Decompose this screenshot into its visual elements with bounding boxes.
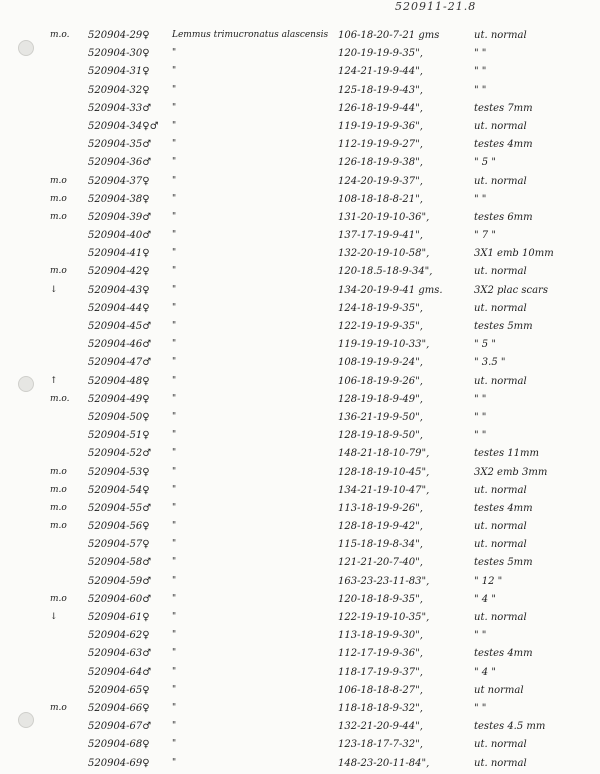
measurements: 113-18-19-9-30", [338, 630, 423, 642]
notes: testes 5mm [474, 321, 533, 332]
specimen-row [0, 592, 600, 610]
notes: ut. normal [474, 521, 527, 533]
species-name: " [172, 630, 177, 641]
specimen-number: 520904-50♀ [88, 411, 150, 423]
specimen-number: 520904-59♂ [88, 575, 152, 587]
species-name: " [172, 66, 177, 77]
species-name: " [172, 302, 177, 313]
specimen-row [0, 264, 600, 282]
notes: ut. normal [474, 175, 527, 187]
specimen-number: 520904-33♂ [88, 102, 152, 114]
specimen-number: 520904-53♀ [88, 466, 150, 478]
measurements: 131-20-19-10-36", [338, 211, 430, 223]
specimen-number: 520904-56♀ [88, 521, 150, 533]
specimen-number: 520904-69♀ [88, 757, 150, 769]
specimen-number: 520904-58♂ [88, 557, 152, 569]
specimen-row [0, 192, 600, 210]
specimen-row [0, 337, 600, 355]
row-mark: ↑ [50, 375, 58, 386]
measurements: 132-21-20-9-44", [338, 721, 423, 733]
species-name: " [172, 321, 177, 331]
species-name: Lemmus trimucronatus alascensis [172, 30, 329, 40]
specimen-number: 520904-57♀ [88, 539, 150, 551]
specimen-number: 520904-41♀ [88, 248, 150, 260]
specimen-number: 520904-52♂ [88, 448, 152, 460]
notes: " 3.5 " [474, 357, 506, 369]
measurements: 118-18-18-9-32", [338, 702, 423, 714]
measurements: 106-18-18-8-27", [338, 684, 423, 696]
notes: testes 7mm [474, 102, 533, 114]
notes: " " [474, 66, 487, 78]
species-name: " [172, 357, 177, 368]
specimen-row [0, 701, 600, 719]
measurements: 112-19-19-9-27", [338, 139, 423, 151]
species-name: " [172, 339, 177, 350]
notes: " " [474, 702, 487, 714]
specimen-number: 520904-47♂ [88, 357, 152, 369]
specimen-row [0, 64, 600, 82]
notes: 3X1 emb 10mm [474, 248, 554, 260]
specimen-number: 520904-32♀ [88, 84, 150, 96]
measurements: 106-18-19-9-26", [338, 375, 423, 387]
measurements: 134-20-19-9-41 gms. [338, 284, 443, 296]
specimen-row [0, 737, 600, 755]
specimen-row [0, 210, 600, 228]
specimen-row [0, 319, 600, 337]
specimen-row [0, 428, 600, 446]
notes: ut. normal [474, 302, 527, 314]
notes: " 4 " [474, 593, 496, 605]
measurements: 122-19-19-9-35", [338, 321, 423, 332]
specimen-row [0, 101, 600, 119]
specimen-number: 520904-54♀ [88, 484, 150, 496]
measurements: 118-17-19-9-37", [338, 666, 423, 678]
specimen-number: 520904-48♀ [88, 375, 150, 387]
specimen-row [0, 174, 600, 192]
species-name: " [172, 612, 177, 622]
notes: ut. normal [474, 30, 527, 41]
species-name: " [172, 84, 177, 95]
measurements: 128-19-18-9-49", [338, 393, 423, 405]
row-mark: m.o [50, 502, 67, 513]
notes: " " [474, 430, 487, 442]
measurements: 123-18-17-7-32", [338, 739, 423, 751]
specimen-number: 520904-68♀ [88, 739, 150, 751]
specimen-row [0, 392, 600, 410]
specimen-row [0, 756, 600, 774]
row-mark: m.o [50, 175, 67, 186]
measurements: 124-21-19-9-44", [338, 66, 423, 78]
row-mark: m.o. [50, 393, 70, 404]
row-mark: ↓ [50, 284, 58, 295]
measurements: 128-19-18-9-50", [338, 430, 423, 442]
measurements: 108-18-18-8-21", [338, 193, 423, 205]
specimen-number: 520904-46♂ [88, 339, 152, 351]
specimen-number: 520904-31♀ [88, 66, 150, 78]
specimen-row [0, 555, 600, 573]
notes: ut. normal [474, 539, 527, 551]
species-name: " [172, 393, 177, 404]
specimen-row [0, 574, 600, 592]
specimen-list [0, 28, 600, 774]
measurements: 148-23-20-11-84", [338, 757, 430, 769]
notes: ut. normal [474, 120, 527, 132]
specimen-number: 520904-66♀ [88, 702, 150, 714]
row-mark: m.o. [50, 30, 70, 40]
species-name: " [172, 193, 177, 204]
species-name: " [172, 702, 177, 713]
specimen-number: 520904-62♀ [88, 630, 150, 642]
row-mark: m.o [50, 484, 67, 495]
species-name: " [172, 157, 177, 168]
species-name: " [172, 466, 177, 477]
measurements: 124-20-19-9-37", [338, 175, 423, 187]
row-mark: m.o [50, 211, 67, 222]
notes: ut. normal [474, 484, 527, 496]
specimen-row [0, 410, 600, 428]
specimen-number: 520904-30♀ [88, 48, 150, 60]
specimen-row [0, 719, 600, 737]
specimen-row [0, 610, 600, 628]
specimen-row [0, 483, 600, 501]
notes: testes 5mm [474, 557, 533, 569]
measurements: 125-18-19-9-43", [338, 84, 423, 96]
specimen-number: 520904-43♀ [88, 284, 150, 296]
species-name: " [172, 684, 177, 695]
row-mark: m.o [50, 466, 67, 477]
notes: " " [474, 48, 487, 60]
measurements: 119-19-19-10-33", [338, 339, 430, 351]
specimen-row [0, 446, 600, 464]
specimen-row [0, 119, 600, 137]
specimen-number: 520904-40♂ [88, 230, 152, 242]
measurements: 126-18-19-9-44", [338, 102, 423, 114]
specimen-number: 520904-61♀ [88, 612, 150, 623]
specimen-number: 520904-37♀ [88, 175, 150, 187]
specimen-number: 520904-45♂ [88, 321, 152, 332]
notes: " 4 " [474, 666, 496, 678]
species-name: " [172, 120, 177, 131]
specimen-row [0, 374, 600, 392]
measurements: 115-18-19-8-34", [338, 539, 423, 551]
species-name: " [172, 739, 177, 750]
specimen-number: 520904-55♂ [88, 502, 152, 514]
notes: ut normal [474, 684, 524, 696]
species-name: " [172, 411, 177, 422]
measurements: 119-19-19-9-36", [338, 120, 423, 132]
measurements: 148-21-18-10-79", [338, 448, 430, 460]
specimen-row [0, 228, 600, 246]
specimen-number: 520904-29♀ [88, 30, 150, 41]
specimen-row [0, 28, 600, 46]
specimen-row [0, 628, 600, 646]
notes: testes 6mm [474, 211, 533, 223]
measurements: 132-20-19-10-58", [338, 248, 430, 260]
specimen-row [0, 155, 600, 173]
row-mark: m.o [50, 593, 67, 604]
species-name: " [172, 721, 177, 732]
specimen-row [0, 683, 600, 701]
specimen-row [0, 246, 600, 264]
species-name: " [172, 230, 177, 241]
species-name: " [172, 175, 177, 186]
specimen-number: 520904-65♀ [88, 684, 150, 696]
notes: " 5 " [474, 157, 496, 169]
measurements: 113-18-19-9-26", [338, 502, 423, 514]
measurements: 121-21-20-7-40", [338, 557, 423, 569]
species-name: " [172, 248, 177, 259]
species-name: " [172, 557, 177, 568]
specimen-row [0, 646, 600, 664]
specimen-number: 520904-63♂ [88, 648, 152, 660]
notes: testes 4mm [474, 502, 533, 514]
notes: " " [474, 630, 487, 642]
specimen-row [0, 537, 600, 555]
specimen-row [0, 519, 600, 537]
specimen-number: 520904-49♀ [88, 393, 150, 405]
notes: " " [474, 84, 487, 96]
specimen-number: 520904-67♂ [88, 721, 152, 733]
species-name: " [172, 48, 177, 59]
species-name: " [172, 484, 177, 495]
notes: testes 4.5 mm [474, 721, 546, 733]
measurements: 106-18-20-7-21 gms [338, 30, 440, 41]
species-name: " [172, 666, 177, 677]
measurements: 128-18-19-10-45", [338, 466, 430, 478]
specimen-number: 520904-38♀ [88, 193, 150, 205]
species-name: " [172, 539, 177, 550]
measurements: 128-18-19-9-42", [338, 521, 423, 533]
measurements: 126-18-19-9-38", [338, 157, 423, 169]
measurements: 137-17-19-9-41", [338, 230, 423, 242]
row-mark: m.o [50, 266, 67, 277]
notes: " " [474, 393, 487, 405]
measurements: 120-19-19-9-35", [338, 48, 423, 60]
species-name: " [172, 284, 177, 295]
specimen-number: 520904-39♂ [88, 211, 152, 223]
measurements: 124-18-19-9-35", [338, 302, 423, 314]
specimen-row [0, 465, 600, 483]
specimen-number: 520904-34♀♂ [88, 120, 159, 132]
species-name: " [172, 593, 177, 604]
notes: " " [474, 411, 487, 423]
notes: ut. normal [474, 757, 527, 769]
specimen-row [0, 665, 600, 683]
specimen-number: 520904-51♀ [88, 430, 150, 442]
row-mark: ↓ [50, 612, 58, 622]
species-name: " [172, 648, 177, 659]
notes: testes 11mm [474, 448, 540, 460]
specimen-row [0, 283, 600, 301]
measurements: 136-21-19-9-50", [338, 411, 423, 423]
specimen-number: 520904-42♀ [88, 266, 150, 278]
specimen-row [0, 137, 600, 155]
row-mark: m.o [50, 193, 67, 204]
specimen-number: 520904-36♂ [88, 157, 152, 169]
measurements: 163-23-23-11-83", [338, 575, 430, 587]
species-name: " [172, 448, 177, 459]
measurements: 122-19-19-10-35", [338, 612, 430, 623]
species-name: " [172, 139, 177, 150]
species-name: " [172, 375, 177, 386]
species-name: " [172, 502, 177, 513]
notes: " " [474, 193, 487, 205]
measurements: 112-17-19-9-36", [338, 648, 423, 660]
notes: ut. normal [474, 739, 527, 751]
specimen-number: 520904-64♂ [88, 666, 152, 678]
specimen-number: 520904-60♂ [88, 593, 152, 605]
measurements: 120-18-18-9-35", [338, 593, 423, 605]
notes: " 7 " [474, 230, 496, 242]
specimen-row [0, 355, 600, 373]
notes: ut. normal [474, 612, 527, 623]
specimen-number: 520904-44♀ [88, 302, 150, 314]
row-mark: m.o [50, 702, 67, 713]
notes: " 12 " [474, 575, 503, 587]
notes: 3X2 emb 3mm [474, 466, 548, 478]
species-name: " [172, 575, 177, 586]
notes: 3X2 plac scars [474, 284, 548, 296]
species-name: " [172, 211, 177, 222]
specimen-row [0, 83, 600, 101]
species-name: " [172, 102, 177, 113]
specimen-row [0, 301, 600, 319]
species-name: " [172, 521, 177, 532]
species-name: " [172, 757, 177, 768]
row-mark: m.o [50, 521, 67, 532]
species-name: " [172, 266, 177, 277]
measurements: 120-18.5-18-9-34", [338, 266, 433, 278]
measurements: 134-21-19-10-47", [338, 484, 430, 496]
specimen-row [0, 501, 600, 519]
notes: ut. normal [474, 266, 527, 278]
notes: " 5 " [474, 339, 496, 351]
notes: testes 4mm [474, 648, 533, 660]
specimen-row [0, 46, 600, 64]
measurements: 108-19-19-9-24", [338, 357, 423, 369]
notes: testes 4mm [474, 139, 533, 151]
specimen-number: 520904-35♂ [88, 139, 152, 151]
species-name: " [172, 430, 177, 441]
page-header: 520911-21.8 [395, 0, 477, 13]
notes: ut. normal [474, 375, 527, 387]
